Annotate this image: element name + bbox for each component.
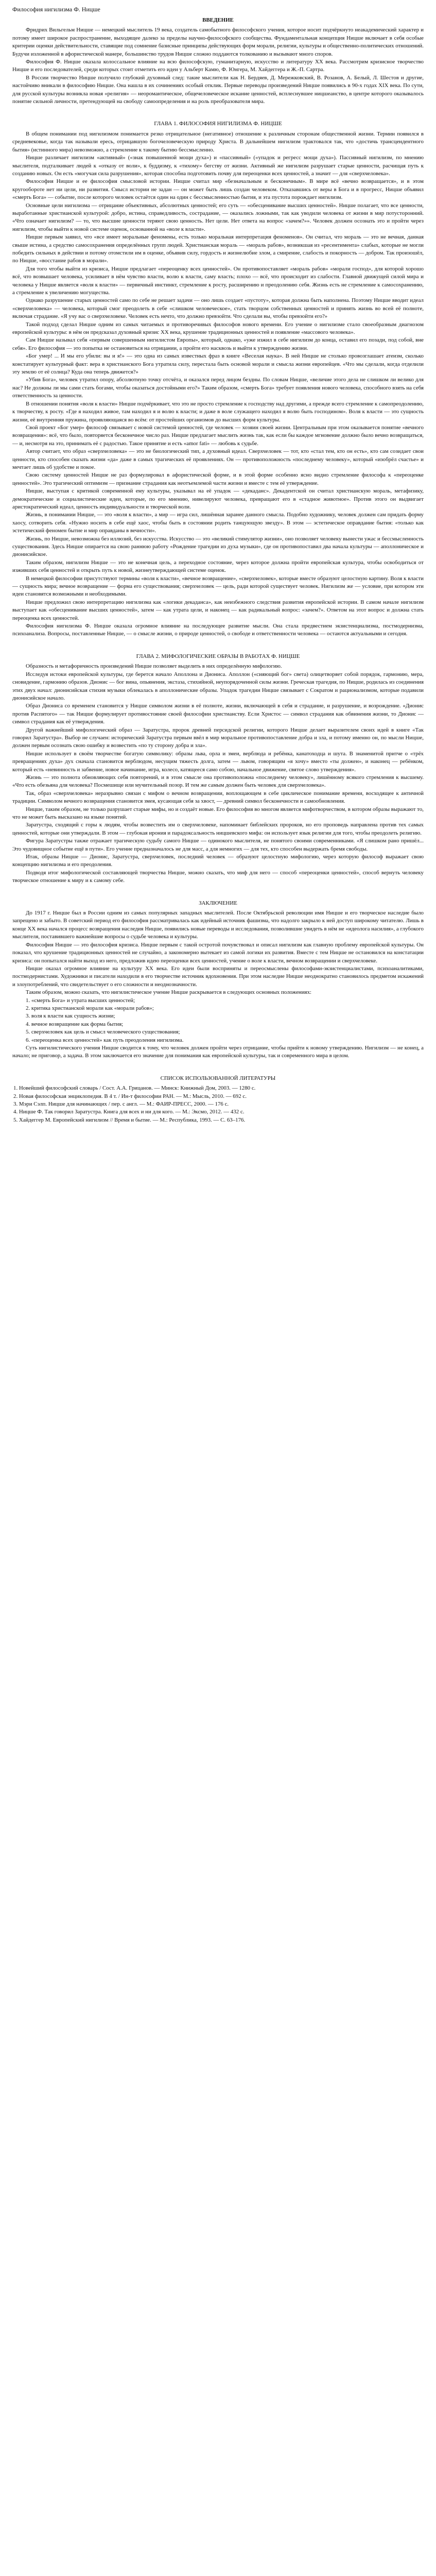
refs-paragraph: 5. Хайдеггер М. Европейский нигилизм // Время и бытие. — М.: Республика, 1993. — С. 63–176. <box>13 1116 246 1123</box>
ch1-paragraph: Свой проект «Бог умер» философ связывает с новой системой ценностей, где человек — хозяин своей жизни. Центральным при этом оказывается понятие «вечного возвращения»: всё, что было, повторяется бесконечное число раз. Ницше предлагает мыслить жизнь так, как если бы каждое мгновение должно было вечно возвращаться, — и, несмотря на это, принимать её с радостью. Такое принятие и есть «amor fati» — любовь к судьбе. <box>12 424 424 447</box>
ch1-paragraph: Ницше предложил свою интерпретацию нигилизма как «логики декаданса», как неизбежного следствия развития европейской истории. В самом начале нигилизм выступает как «обесценивание высших ценностей», затем — как утрата цели, и наконец — как радикальный вопрос: «зачем?». Ответом на этот вопрос и должна стать переоценка всех ценностей. <box>12 599 424 621</box>
conclusion-paragraph: 4. вечное возвращение как форма бытия; <box>26 1021 124 1027</box>
ch2-paragraph: Итак, образы Ницше — Дионис, Заратустра, сверхчеловек, последний человек — образуют целостную мифологию, через которую философ выражает свою концепцию нигилизма и его преодоления. <box>12 854 424 868</box>
ch2-paragraph: Заратустра, сходящий с горы к людям, чтобы возвестить им о сверхчеловеке, напоминает библейских пророков, но его проповедь направлена против тех самых ценностей, которые они утверждали. В этом — глубокая ирония и парадоксальность ницшевского мифа: он использует язык религии для того, чтобы преодолеть религию. <box>12 822 424 836</box>
conclusion-section <box>12 909 424 1060</box>
ch2-paragraph: Другой важнейший мифологический образ — Заратустра, пророк древней персидской религии, которого Ницше делает выразителем своих идей в книге «Так говорил Заратустра». Выбор не случаен: исторический Заратустра первым ввёл в мир моральное противопоставление добра и зла, и потому именно он, по мысли Ницше, должен первым осознать свою ошибку и возвестить «по ту сторону добра и зла». <box>12 726 424 749</box>
ch1-paragraph: Автор считает, что образ «сверхчеловека» — это не биологический тип, а духовный идеал. Сверхчеловек — тот, кто «стал тем, кто он есть», кто сам созидает свои ценности, кто способен сказать жизни «да» даже в самых трагических её проявлениях. Он — противоположность «последнему человеку», который «изобрёл счастье» и мечтает лишь об удобстве и покое. <box>12 448 424 470</box>
intro-heading: ВВЕДЕНИЕ <box>202 17 234 23</box>
conclusion-paragraph: 6. «переоценка всех ценностей» как путь преодоления нигилизма. <box>26 1037 184 1043</box>
document-title: Философия нигилизма Ф. Ницше <box>12 6 100 13</box>
intro-paragraph: Философия Ф. Ницше оказала колоссальное влияние на всю философскую, гуманитарную, искусство и литературу XX века. Рассмотрим кризисное творчество Ницше и его последователей, среди которых стоит отметить его идеи у Альберт Камю, Ф. Юнгера, М. Хайдеггера и Ж.-П. Сартра. <box>12 59 424 73</box>
ch1-paragraph: Такой подход сделал Ницше одним из самых читаемых и противоречивых философов нового времени. Его учение о нигилизме стало своеобразным диагнозом европейской культуры: в нём он предсказал духовный кризис XX века, крушение традиционных ценностей и появление «массового человека». <box>12 321 424 336</box>
ch1-paragraph: Сам Ницше называл себя «первым совершенным нигилистом Европы», который, однако, «уже изжил в себе нигилизм до конца, оставил его позади, под собой, вне себя». Его философия — это попытка не остановиться на отрицании, а пройти его насквозь и выйти к утверждению жизни. <box>12 337 424 351</box>
chapter-1-section <box>12 130 424 638</box>
references-list <box>12 1084 424 1124</box>
ch1-paragraph: Ницше, выступая с критикой современной ему культуры, указывал на её упадок — «декаданс». Декадентской он считал христианскую мораль, метафизику, демократические и социалистические идеи, которые, по его мнению, нивелируют человека, превращают его в «стадное животное». Против этого он выдвигает аристократический идеал, ценность индивидуальности и творческой воли. <box>12 488 424 510</box>
ch1-paragraph: Для того чтобы выйти из кризиса, Ницше предлагает «переоценку всех ценностей». Он противопоставляет «мораль рабов» «морали господ», для которой хорошо всё, что возвышает человека, усиливает в нём чувство власти, волю к власти, саму власть; плохо — всё, что происходит из слабости. Главной движущей силой мира и человека у Ницше является «воля к власти» — первичный инстинкт, стремление к росту, расширению и преодолению себя. Жизнь есть не стремление к самосохранению, а стремление к увеличению могущества. <box>12 265 424 296</box>
conclusion-paragraph: 5. сверхчеловек как цель и смысл человеческого существования; <box>26 1029 180 1036</box>
conclusion-heading: ЗАКЛЮЧЕНИЕ <box>199 900 237 906</box>
intro-paragraph: Фридрих Вильгельм Ницше — немецкий мыслитель 19 века, создатель самобытного философского учения, которое носит подчёркнуто неакадемический характер и потому имеет широкое распространение, выходящее далеко за пределы научно-философского сообщества. Фундаментальная концепция Ницше включает в себя особые критерии оценки действительности, ставящие под сомнение базисные принципы действующих форм морали, религии, культуры и общественно-политических отношений. Будучи изложенной в афористической манере, большинство трудов Ницше сложно поддаются толкованию и вызывают много споров. <box>12 27 424 57</box>
ch1-paragraph: «Бог умер! ... И мы его убили: вы и я!» — это одна из самых известных фраз в книге «Веселая наука». В ней Ницше не столько провозглашает атеизм, сколько констатирует культурный факт: вера в христианского Бога утратила силу, перестала быть основой морали и смысла жизни европейцев. «Что мы сделали, когда отделили эту землю от её солнца? Куда она теперь движется?» <box>12 353 424 376</box>
refs-paragraph: 2. Новая философская энциклопедия. В 4 т. / Ин-т философии РАН. — М.: Мысль, 2010. — 692 с. <box>13 1093 247 1099</box>
ch1-paragraph: Основные цели нигилизма — отрицание объективных, абсолютных ценностей; его суть — «обесценивание высших ценностей». Ницше полагает, что все ценности, выработанные христианской культурой: добро, истина, справедливость, сострадание, — оказались ложными, так как уводили человека от жизни в мир потусторонний. «Что означает нигилизм? — то, что высшие ценности теряют свою ценность. Нет цели. Нет ответа на вопрос «зачем?»». Человек должен осознать это и пройти через нигилизм, чтобы выйти к новой системе оценок, основанной на «воле к власти». <box>12 202 424 232</box>
references-heading: СПИСОК ИСПОЛЬЗОВАННОЙ ЛИТЕРАТУРЫ <box>160 1075 276 1081</box>
ch2-paragraph: Ницше, таким образом, не только разрушает старые мифы, но и создаёт новые. Его философия во многом является мифотворчеством, в котором образы выражают то, что не может быть высказано на языке понятий. <box>12 806 424 820</box>
conclusion-paragraph: 2. критика христианской морали как «морали рабов»; <box>26 1005 154 1011</box>
chapter-2-section <box>12 663 424 885</box>
ch1-paragraph: «Убив Бога», человек утратил опору, абсолютную точку отсчёта, и оказался перед лицом бездны. По словам Ницше, «величие этого дела не слишком ли велико для нас? Не должны ли мы сами стать богами, чтобы оказаться достойными его?» Таким образом, «смерть Бога» требует появления нового человека, способного взять на себя ответственность за ценности. <box>12 377 424 399</box>
conclusion-paragraph: 1. «смерть Бога» и утрата высших ценностей; <box>26 997 135 1004</box>
ch2-paragraph: Исследуя истоки европейской культуры, где берется начало Аполлона и Диониса. Аполлон («сияющий бог» света) олицетворяет собой порядок, гармонию, мера, сновидение, гармонию образов. Дионис — бог вина, опьянения, экстаза, стихийной, неупорядоченной силы жизни. Греческая трагедия, по Ницше, родилась из соединения этих двух начал: дионисийская стихия музыки облекалась в аполлонические образы. Упадок трагедии Ницше связывает с Сократом и рационализмом, которые подавили дионисийское начало. <box>12 671 424 701</box>
conclusion-paragraph: Философия Ницше — это философия кризиса. Ницше первым с такой остротой почувствовал и описал нигилизм как главную проблему европейской культуры. Он показал, что крушение традиционных ценностей не случайно, а закономерно вытекает из самой логики их развития. Вместе с тем Ницше не остановился на констатации кризиса: он попытался найти выход из него, предложив идею переоценки всех ценностей, учение о воле к власти, вечном возвращении и сверхчеловеке. <box>12 941 424 964</box>
conclusion-paragraph: 3. воля к власти как сущность жизни; <box>26 1013 115 1020</box>
ch1-paragraph: Философия Ницше и ее философия смысловой истории. Ницше считал мир «безначальным и бесконечным». В мире всё «вечно возвращается», и в этом кругообороте нет ни цели, ни развития. Смысл истории не задан — он может быть лишь создан человеком. Отказавшись от веры в Бога и в прогресс, Ницше объявил «смерть Бога» — событие, после которого человек остаётся один на один с бессмысленностью бытия, и эта пустота порождает нигилизм. <box>12 178 424 201</box>
conclusion-paragraph: Ницше оказал огромное влияние на культуру XX века. Его идеи были восприняты и переосмыслены философами-экзистенциалистами, психоаналитиками, постмодернистами. Художники и писатели находили в его творчестве источник вдохновения. При этом наследие Ницше неоднократно становилось предметом искажений и злоупотреблений, что свидетельствует о его сложности и неоднозначности. <box>12 965 424 988</box>
ch1-paragraph: Ницше первым заявил, что «все имеет моральные феномены, есть только моральная интерпретация феноменов». Он считал, что мораль — это не вечная, данная свыше истина, а средство самосохранения определённых групп людей. Христианская мораль — «мораль рабов», возникшая из «ресентимента» слабых, которые не могли победить сильных в действии и потому отомстили им в оценке, объявив силу, гордость и жизнелюбие злом, а смирение, слабость и покорность — добром. Так произошёл, по Ницше, «восстание рабов в морали». <box>12 234 424 264</box>
ch1-paragraph: Философия нигилизма Ф. Ницше оказала огромное влияние на последующее развитие мысли. Она стала предвестием экзистенциализма, постмодернизма, психоанализа. Вопросы, поставленные Ницше, — о смысле жизни, о природе ценностей, о свободе и ответственности человека — остаются актуальными и сегодня. <box>12 623 424 637</box>
ch2-paragraph: Ницше использует в своём творчестве богатую символику: образы льва, орла и змеи, верблюда и ребёнка, канатоходца и шута. В знаменитой притче о «трёх превращениях духа» дух сначала становится верблюдом, несущим тяжесть долга, затем — львом, говорящим «я хочу» вместо «ты должен», и наконец — ребёнком, который есть «невинность и забвение, новое начинание, игра, колесо, катящееся само собою, начальное движение, святое слово утверждения». <box>12 750 424 773</box>
ch1-paragraph: В отношении понятия «воля к власти» Ницше подчёркивает, что это не просто стремление к господству над другими, а прежде всего стремление к самопреодолению, к творчеству, к росту. «Где я находил живое, там находил я и волю к власти; и даже в воле служащего находил я волю быть господином». Воля к власти — это сущность жизни, её внутренняя пружина, проявляющаяся во всём: от простейших организмов до высших форм культуры. <box>12 400 424 423</box>
ch1-paragraph: Жизнь, в понимании Ницше, — это «воля к власти», а мир — игра сил, лишённая заранее данного смысла. Подобно художнику, человек должен сам придать форму хаосу, сотворить себя. «Нужно носить в себе ещё хаос, чтобы быть в состоянии родить танцующую звезду». В этом — эстетическое оправдание бытия: «только как эстетический феномен бытие и мир оправданы в вечности». <box>12 512 424 534</box>
ch1-paragraph: Однако разрушение старых ценностей само по себе не решает задачи — оно лишь создает «пустоту», которая должна быть наполнена. Поэтому Ницше вводит идеал «сверхчеловека» — человека, который смог преодолеть в себе «слишком человеческое», стать творцом собственных ценностей и принять жизнь во всей её полноте, включая страдание. «Я учу вас о сверхчеловеке. Человек есть нечто, что должно превзойти. Что сделали вы, чтобы превзойти его?» <box>12 297 424 320</box>
refs-paragraph: 1. Новейший философский словарь / Сост. А.А. Грицанов. — Минск: Книжный Дом, 2003. — 1280 с. <box>13 1085 256 1092</box>
ch2-paragraph: Фигура Заратустры также отражает трагическую судьбу самого Ницше — одинокого мыслителя, не понятого своими современниками. «Я слишком рано пришёл... Это чудовищное событие ещё в пути». Его учение предназначалось не для масс, а для немногих — для тех, кто способен выдержать бремя свободы. <box>12 838 424 852</box>
ch1-paragraph: Свою систему ценностей Ницше не раз формулировал в афористической форме, и в этой форме особенно ясно видно стремление философа к «переоценке ценностей». Это трагический оптимизм — признание страдания как неотъемлемой части жизни и вместе с тем её утверждение. <box>12 472 424 486</box>
refs-paragraph: 4. Ницше Ф. Так говорил Заратустра. Книга для всех и ни для кого. — М.: Эксмо, 2012. — 432 с. <box>13 1109 245 1115</box>
refs-paragraph: 3. Мэри Сэлп. Ницше для начинающих / пер. с англ. — М.: ФАИР-ПРЕСС, 2000. — 176 с. <box>13 1101 229 1107</box>
ch2-paragraph: Образ Диониса со временем становится у Ницше символом жизни в её полноте, жизни, включающей в себя и страдание, и разрушение, и возрождение. «Дионис против Распятого» — так Ницше формулирует противостояние своей философии христианству. Если Христос — символ страдания как обвинения жизни, то Дионис — символ страдания как её утверждения. <box>12 703 424 725</box>
ch2-paragraph: Жизнь — это полнота обновляющих себя повторений, и в этом смысле она противоположна «последнему человеку», лишённому всякого стремления к высшему. «Что есть обезьяна для человека? Посмешище или мучительный позор. И тем же самым должен быть человек для сверхчеловека». <box>12 774 424 789</box>
chapter-2-heading: ГЛАВА 2. МИФОЛОГИЧЕСКИЕ ОБРАЗЫ В РАБОТАХ Ф. НИЦШЕ <box>136 653 300 659</box>
ch1-paragraph: Жизнь, по Ницше, невозможна без иллюзий, без искусства. Искусство — это «великий стимулятор жизни», оно позволяет человеку вынести ужас и бессмысленность существования. Здесь Ницше опирается на свою раннюю работу «Рождение трагедии из духа музыки», где он противопоставил два начала культуры — аполлоническое и дионисийское. <box>12 535 424 558</box>
conclusion-paragraph: До 1917 г. Ницше был в России одним из самых популярных западных мыслителей. После Октябрьской революции имя Ницше и его творческое наследие было запрещено и забыто. В советский период его философия рассматривалась как идейный источник фашизма, что надолго закрыло к ней доступ широкому читателю. Лишь в конце XX века начался процесс возвращения наследия Ницше, появились новые переводы и исследования, позволившие увидеть в нём не «идеолога насилия», а глубокого мыслителя, поставившего важнейшие вопросы о судьбе человека и культуры. <box>12 910 424 940</box>
ch2-paragraph: Подводя итог мифологической составляющей творчества Ницше, можно сказать, что миф для него — способ «переоценки ценностей», способ вернуть человеку творческое отношение к миру и к самому себе. <box>12 869 424 884</box>
ch1-paragraph: В немецкой философии присутствуют термины «воля к власти», «вечное возвращение», «сверхчеловек», которые вместе образуют целостную картину. Воля к власти — сущность мира; вечное возвращение — форма его существования; сверхчеловек — цель, ради которой существует человек. Нигилизм же — условие, при котором эти идеи становятся возможными и необходимыми. <box>12 575 424 598</box>
ch2-paragraph: Так, образ «сверхчеловека» неразрывно связан с мифом о вечном возвращении, воплощающем в себе циклическое понимание времени, восходящее к античной традиции. Символом вечного возвращения становится змея, кусающая себя за хвост, — древний символ бесконечности и самообновления. <box>12 790 424 805</box>
intro-section <box>12 26 424 106</box>
ch1-paragraph: Ницше различает нигилизм «активный» («знак повышенной мощи духа») и «пассивный» («упадок и регресс мощи духа»). Пассивный нигилизм, по мнению мыслителя, подталкивает людей к «отказу от воли», к буддизму, к «тихому» бегству от жизни. Активный же нигилизм разрушает старые ценности, расчищая путь к созданию новых. Он есть «могучая сила разрушения», которая способна подготовить почву для переоценки всех ценностей, а значит — для «сверхчеловека». <box>12 155 424 177</box>
ch1-paragraph: В общем понимании под нигилизмом понимается резко отрицательное (негативное) отношение к различным сторонам общественной жизни. Термин появился в средневековье, когда так называли ересь, отрицавшую богочеловеческую природу Христа. В дальнейшем нигилизм трактовался так, что «достичь трансцендентного бытия» (истинного мира) невозможно, а стремление к такому бытию бессмысленно. <box>12 130 424 153</box>
ch2-paragraph: Образность и метафоричность произведений Ницше позволяет выделить в них определённую мифологию. <box>26 663 282 670</box>
chapter-1-heading: ГЛАВА 1. ФИЛОСОФИЯ НИГИЛИЗМА Ф. НИЦШЕ <box>154 121 282 127</box>
conclusion-paragraph: Таким образом, можно сказать, что нигилистическое учение Ницше раскрывается в следующих основных положениях: <box>26 989 312 996</box>
conclusion-paragraph: Суть нигилистического учения Ницше сводится к тому, что человек должен пройти через отрицание, чтобы прийти к новому утверждению. Нигилизм — не конец, а начало; не приговор, а задача. В этом заключается его значение для понимания как европейской культуры, так и современного мира в целом. <box>12 1044 424 1059</box>
ch1-paragraph: Таким образом, нигилизм Ницше — это не конечная цель, а переходное состояние, через которое должна пройти европейская культура, чтобы освободиться от изживших себя ценностей и открыть путь к новой, жизнеутверждающей системе оценок. <box>12 559 424 574</box>
intro-paragraph: В России творчество Ницше получило глубокий духовный след: такие мыслители как Н. Бердяев, Д. Мережковский, В. Розанов, А. Белый, Л. Шестов и другие, настойчиво вникали в философию Ницше. Она нашла в их сочинениях особый отклик. Первые переводы произведений Ницше появились в 90-х годах XIX века. По сути, для русской культуры возникла новая «религия» — неоромантическое, общечеловеческое искание ценностей, всплеснувшее ницшеанство, в центре которого оказывалось понятие сильной личности, претендующей на свободу самоопределения и на роль преобразователя мира. <box>12 74 424 105</box>
